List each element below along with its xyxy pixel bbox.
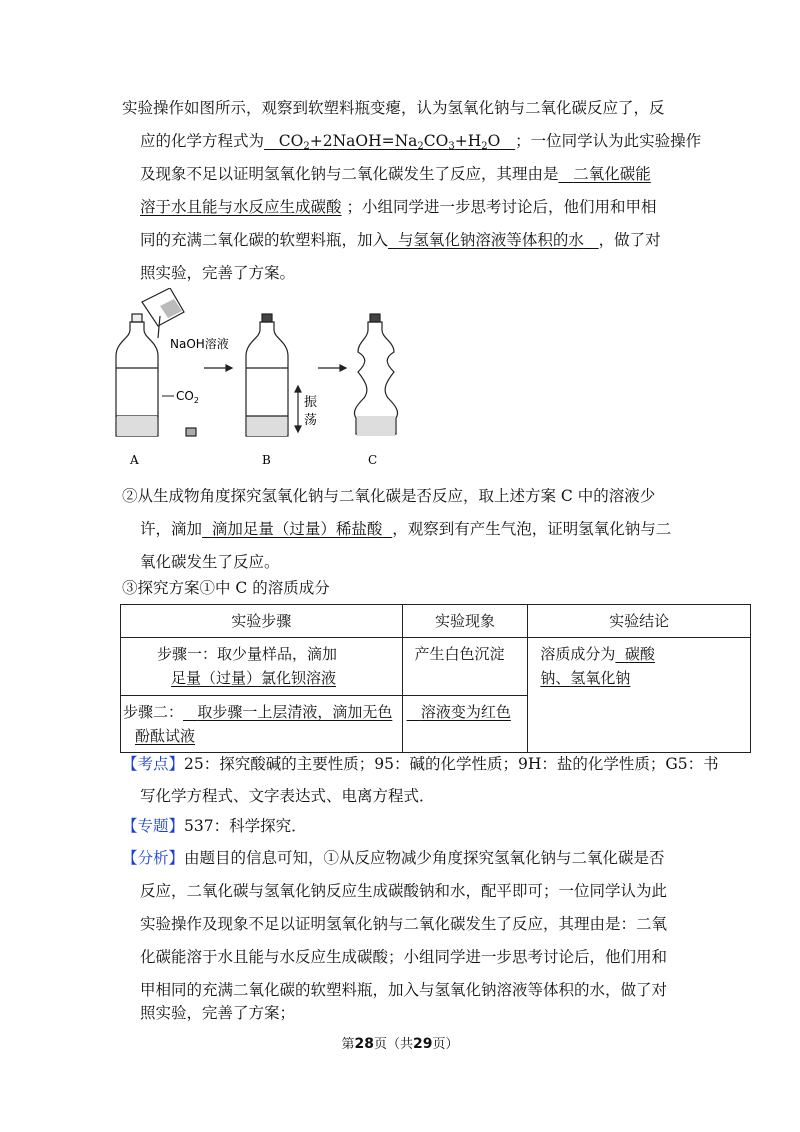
paragraph-line: 【分析】由题目的信息可知，①从反应物减少角度探究氢氧化钠与二氧化碳是否 [122, 849, 665, 867]
answer-blank: 取步骤一上层清液，滴加无色 [197, 703, 393, 721]
table-cell: 溶质成分为 碳酸 钠、氢氧化钠 [528, 638, 751, 753]
paragraph-line: 许，滴加 滴加足量（过量）稀盐酸 ，观察到有产生气泡，证明氢氧化钠与二 [140, 520, 672, 538]
paragraph-line: 写化学方程式、文字表达式、电离方程式． [140, 787, 435, 805]
co2-label: $CO_2$ [176, 389, 199, 405]
fenxi-tag: 【分析】 [122, 849, 185, 867]
bottle-c [354, 314, 397, 436]
paragraph-line: ③探究方案①中 C 的溶质成分 [122, 579, 330, 597]
answer-blank: 溶液变为红色 [420, 703, 511, 721]
naoh-label: NaOH溶液 [170, 337, 229, 351]
paragraph-line: 溶于水且能与水反应生成碳酸 ；小组同学进一步思考讨论后，他们用和甲相 [140, 198, 657, 216]
paragraph-line: ②从生成物角度探究氢氧化钠与二氧化碳是否反应，取上述方案 C 中的溶液少 [122, 487, 656, 505]
table-cell: 步骤一：取少量样品，滴加 足量（过量）氯化钡溶液 [121, 638, 403, 696]
answer-blank: 钠、氢氧化钠 [540, 669, 631, 687]
zhuanti-tag: 【专题】 [122, 817, 185, 835]
answer-blank: 二氧化碳能 [573, 165, 651, 183]
table-cell [402, 696, 528, 753]
answer-blank: 酚酞试液 [135, 727, 196, 745]
table-cell: 产生白色沉淀 [402, 638, 528, 696]
beaker [142, 288, 184, 338]
table-header: 实验现象 [402, 605, 528, 638]
paragraph-line: 应的化学方程式为 $CO_2+2NaOH=Na_2CO_3+H_2O$ ；一位同学认为此实验操作 [140, 132, 702, 152]
paragraph-line: 反应，二氧化碳与氢氧化钠反应生成碳酸钠和水，配平即可；一位同学认为此 [140, 882, 668, 900]
answer-blank: 滴加足量（过量）稀盐酸 [211, 520, 383, 538]
paragraph-line: 实验操作如图所示，观察到软塑料瓶变瘪，认为氢氧化钠与二氧化碳反应了，反 [122, 99, 665, 117]
bottle-b [246, 314, 288, 436]
paragraph-line: 【考点】25：探究酸碱的主要性质；95：碱的化学性质；9H：盐的化学性质；G5：书 [122, 755, 719, 773]
label-c: C [368, 453, 378, 467]
page-footer: 第28页（共29页） [341, 1036, 459, 1052]
paragraph-line: 同的充满二氧化碳的软塑料瓶，加入 与氢氧化钠溶液等体积的水 ，做了对 [140, 231, 661, 249]
paragraph-line: 照实验，完善了方案。 [140, 264, 296, 282]
shake-label-2: 荡 [304, 413, 318, 428]
label-a: A [130, 453, 139, 467]
kaodian-tag: 【考点】 [122, 755, 185, 773]
paragraph-line: 氧化碳发生了反应。 [140, 553, 280, 571]
experiment-figure [112, 288, 432, 472]
answer-blank: 足量（过量）氯化钡溶液 [171, 669, 337, 687]
label-b: B [262, 453, 271, 467]
shake-label-1: 振 [304, 395, 318, 410]
table-header: 实验结论 [528, 605, 751, 638]
answer-blank: 碳酸 [624, 645, 655, 663]
equation-answer: $CO_2+2NaOH=Na_2CO_3+H_2O$ [278, 132, 501, 152]
paragraph-line: 化碳能溶于水且能与水反应生成碳酸；小组同学进一步思考讨论后，他们用和 [140, 948, 668, 966]
paragraph-line: 【专题】537：科学探究． [122, 817, 307, 835]
table-header: 实验步骤 [121, 605, 403, 638]
paragraph-line: 及现象不足以证明氢氧化钠与二氧化碳发生了反应，其理由是 二氧化碳能 [140, 165, 651, 183]
table-cell: 步骤二： 取步骤一上层清液，滴加无色 酚酞试液 [121, 696, 403, 753]
paragraph-line: 实验操作及现象不足以证明氢氧化钠与二氧化碳发生了反应，其理由是：二氧 [140, 915, 668, 933]
paragraph-line: 照实验，完善了方案； [140, 1004, 296, 1022]
bottle-a [116, 314, 158, 436]
paragraph-line: 甲相同的充满二氧化碳的软塑料瓶，加入与氢氧化钠溶液等体积的水，做了对 [140, 981, 668, 999]
answer-blank: 溶于水且能与水反应生成碳酸 [140, 198, 342, 216]
answer-blank: 与氢氧化钠溶液等体积的水 [397, 231, 584, 249]
result-table [120, 604, 751, 753]
